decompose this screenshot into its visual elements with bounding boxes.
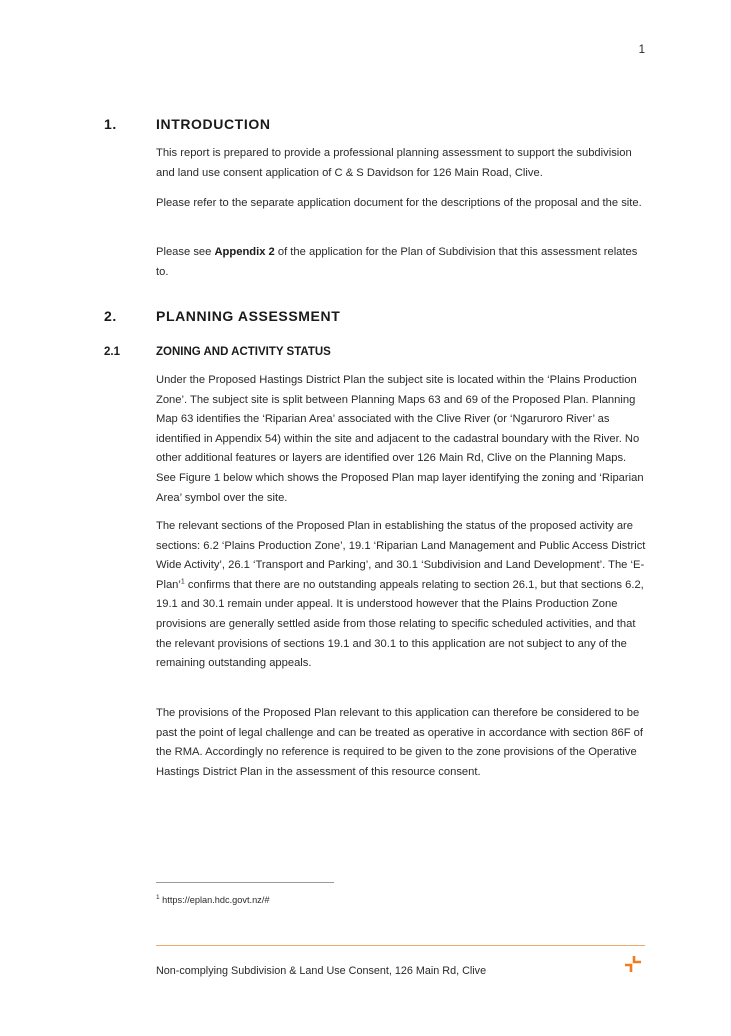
zoning-paragraph-1: Under the Proposed Hastings District Plan the subject site is located within the ‘Plains Production Zone’. The subject site is split between Planning Maps 63 and 69 of the Proposed Plan. Planning Map 63 identifies the ‘Riparian Area’ associated with the Clive River (or ‘Ngaruroro River’ as identified in Appendix 54) within the site and adjacent to the cadastral boundary with the River. No other additional features or layers are identified over 126 Main Rd, Clive on the Planning Maps. See Figure 1 below which shows the Proposed Plan map layer identifying the zoning and ‘Riparian Area’ symbol over the site. (156, 374, 644, 504)
appendix-2-reference: Appendix 2 (214, 246, 275, 258)
page-number: 1 (638, 44, 645, 56)
footnote (156, 895, 269, 905)
footnote-number: 1 (156, 893, 160, 901)
subsection-2-1-number: 2.1 (104, 346, 120, 358)
company-logo-icon (624, 955, 642, 973)
section-1-title: INTRODUCTION (156, 116, 271, 132)
section-2-number: 2. (104, 308, 117, 324)
zoning-paragraph-2 (156, 517, 646, 674)
intro-paragraph-3 (156, 243, 646, 282)
intro-p3-before: Please see (156, 246, 215, 258)
zoning-p2-after: confirms that there are no outstanding appeals relating to section 26.1, but that sections 6.2, 19.1 and 30.1 remain under appeal. It is understood however that the Plains Production Zone provisions are generally settled aside from those relating to specific scheduled activities, and that the relevant provisions of sections 19.1 and 30.1 to this application are not subject to any of the remaining outstanding appeals. (156, 578, 644, 670)
intro-paragraph-1: This report is prepared to provide a professional planning assessment to support the subdivision and land use consent application of C & S Davidson for 126 Main Road, Clive. (156, 147, 632, 179)
zoning-paragraph-3: The provisions of the Proposed Plan relevant to this application can therefore be considered to be past the point of legal challenge and can be treated as operative in accordance with section 86F of the RMA. Accordingly no reference is required to be given to the zone provisions of the Operative Hastings District Plan in the assessment of this resource consent. (156, 707, 643, 778)
footer-text: Non-complying Subdivision & Land Use Consent, 126 Main Rd, Clive (156, 965, 487, 977)
footnote-divider (156, 882, 334, 883)
intro-paragraph-2: Please refer to the separate application document for the descriptions of the proposal and the site. (156, 197, 642, 209)
section-2-title: PLANNING ASSESSMENT (156, 308, 341, 324)
subsection-2-1-title: ZONING AND ACTIVITY STATUS (156, 346, 331, 358)
footnote-marker: 1 (180, 578, 185, 586)
section-1-number: 1. (104, 116, 117, 132)
zoning-p2-before: The relevant sections of the Proposed Plan in establishing the status of the proposed activity are sections: 6.2 ‘Plains Production Zone’, 19.1 ‘Riparian Land Management and Public Access District Wide Activity’, 26.1 ‘Transport and Parking’, and 30.1 ‘Subdivision and Land Development’. The ‘E-Plan’ (156, 520, 646, 591)
intro-p3-after: of the application for the Plan of Subdivision that this assessment relates to. (156, 246, 638, 278)
footnote-link: https://eplan.hdc.govt.nz/# (159, 895, 270, 905)
footer-divider (156, 945, 645, 946)
